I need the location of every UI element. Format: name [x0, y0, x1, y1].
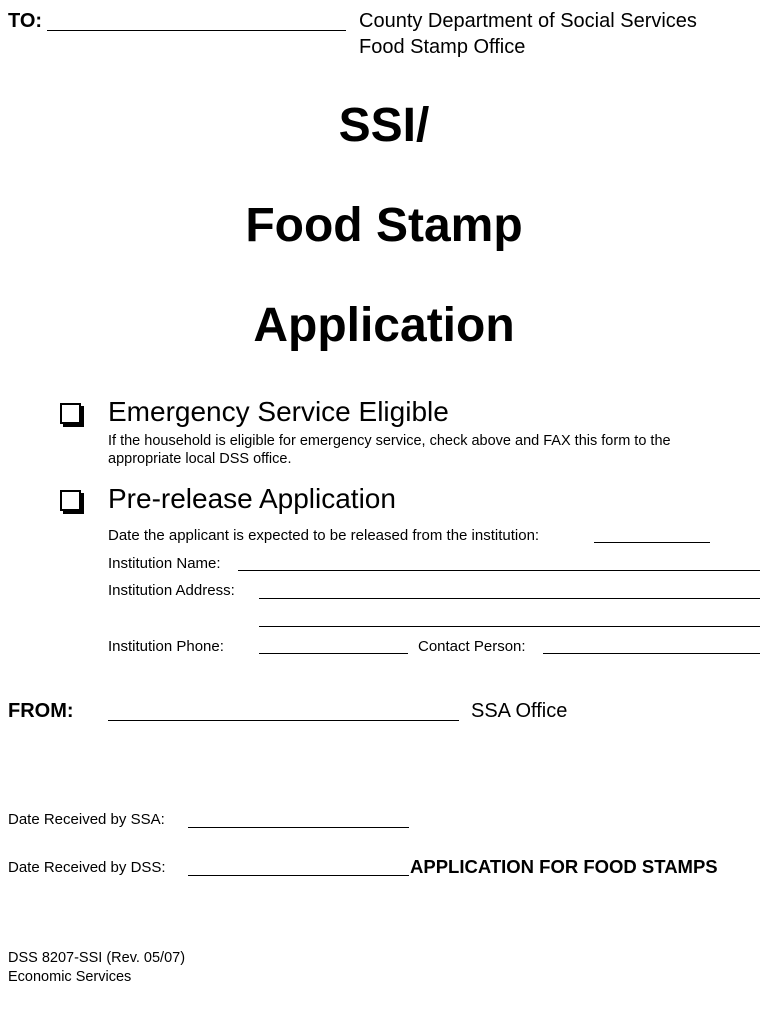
title-line-1: SSI/ [338, 99, 430, 152]
contact-person-label: Contact Person: [418, 638, 526, 655]
emergency-checkbox[interactable] [60, 403, 81, 424]
title-line-2: Food Stamp [245, 199, 523, 252]
institution-phone-field[interactable] [259, 653, 408, 654]
institution-phone-label: Institution Phone: [108, 638, 224, 655]
release-date-field[interactable] [594, 542, 710, 543]
from-field[interactable] [108, 720, 459, 721]
received-dss-field[interactable] [188, 875, 409, 876]
to-label: TO: [8, 10, 43, 32]
received-ssa-field[interactable] [188, 827, 409, 828]
institution-address-field-1[interactable] [259, 598, 760, 599]
emergency-description-2: appropriate local DSS office. [108, 451, 292, 467]
institution-address-label: Institution Address: [108, 582, 235, 599]
emergency-label: Emergency Service Eligible [108, 396, 449, 427]
prerelease-checkbox[interactable] [60, 490, 81, 511]
emergency-description-1: If the household is eligible for emergency service, check above and FAX this form to the [108, 433, 671, 449]
recipient-line-2: Food Stamp Office [359, 36, 526, 58]
recipient-line-1: County Department of Social Services [359, 10, 697, 32]
division-label: Economic Services [8, 969, 132, 985]
received-dss-label: Date Received by DSS: [8, 859, 166, 876]
contact-person-field[interactable] [543, 653, 760, 654]
title-line-3: Application [253, 299, 515, 352]
prerelease-label: Pre-release Application [108, 483, 396, 514]
release-date-label: Date the applicant is expected to be released from the institution: [108, 527, 540, 544]
institution-name-field[interactable] [238, 570, 760, 571]
institution-address-field-2[interactable] [259, 626, 760, 627]
received-ssa-label: Date Received by SSA: [8, 811, 165, 828]
ssa-office-label: SSA Office [471, 700, 568, 722]
institution-name-label: Institution Name: [108, 555, 221, 572]
from-label: FROM: [8, 700, 74, 722]
application-title: APPLICATION FOR FOOD STAMPS [410, 856, 718, 877]
to-field[interactable] [47, 30, 346, 31]
form-number: DSS 8207-SSI (Rev. 05/07) [8, 950, 186, 966]
